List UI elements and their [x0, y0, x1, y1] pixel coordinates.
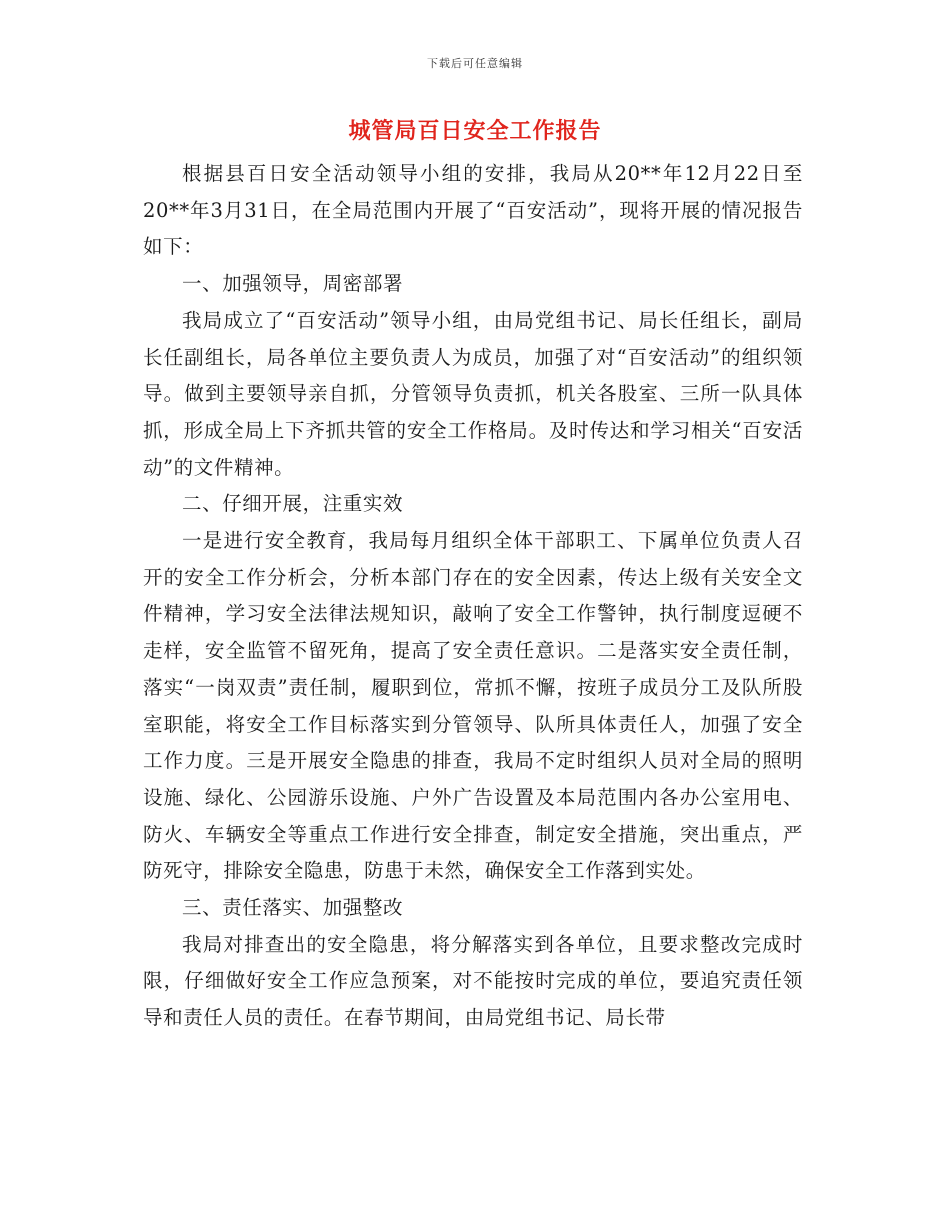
document-body: [143, 156, 803, 1037]
section-heading-2: 二、仔细开展，注重实效: [182, 492, 404, 516]
intro-paragraph: 根据县百日安全活动领导小组的安排，我局从20**年12月22日至20**年3月31日，在全局范围内开展了“百安活动”，现将开展的情况报告如下：: [143, 162, 803, 259]
body-paragraph: 我局成立了“百安活动”领导小组，由局党组书记、局长任组长，副局长任副组长，局各单位主要负责人为成员，加强了对“百安活动”的组织领导。做到主要领导亲自抓，分管领导负责抓，机关各股室、三所一队具体抓，形成全局上下齐抓共管的安全工作格局。及时传达和学习相关“百安活动”的文件精神。: [143, 308, 803, 479]
body-paragraph: 一是进行安全教育，我局每月组织全体干部职工、下属单位负责人召开的安全工作分析会，分析本部门存在的安全因素，传达上级有关安全文件精神，学习安全法律法规知识，敲响了安全工作警钟，执行制度逗硬不走样，安全监管不留死角，提高了安全责任意识。二是落实安全责任制，落实“一岗双责”责任制，履职到位，常抓不懈，按班子成员分工及队所股室职能，将安全工作目标落实到分管领导、队所具体责任人，加强了安全工作力度。三是开展安全隐患的排查，我局不定时组织人员对全局的照明设施、绿化、公园游乐设施、户外广告设置及本局范围内各办公室用电、防火、车辆安全等重点工作进行安全排查，制定安全措施，突出重点，严防死守，排除安全隐患，防患于未然，确保安全工作落到实处。: [143, 529, 803, 883]
body-paragraph: 我局对排查出的安全隐患，将分解落实到各单位，且要求整改完成时限，仔细做好安全工作应急预案，对不能按时完成的单位，要追究责任领导和责任人员的责任。在春节期间，由局党组书记、局长带: [143, 932, 803, 1030]
document-title: 城管局百日安全工作报告: [348, 118, 602, 144]
section-heading-3: 三、责任落实、加强整改: [182, 896, 404, 920]
header-note: 下载后可任意编辑: [427, 57, 523, 70]
section-heading-1: 一、加强领导，周密部署: [182, 272, 404, 296]
